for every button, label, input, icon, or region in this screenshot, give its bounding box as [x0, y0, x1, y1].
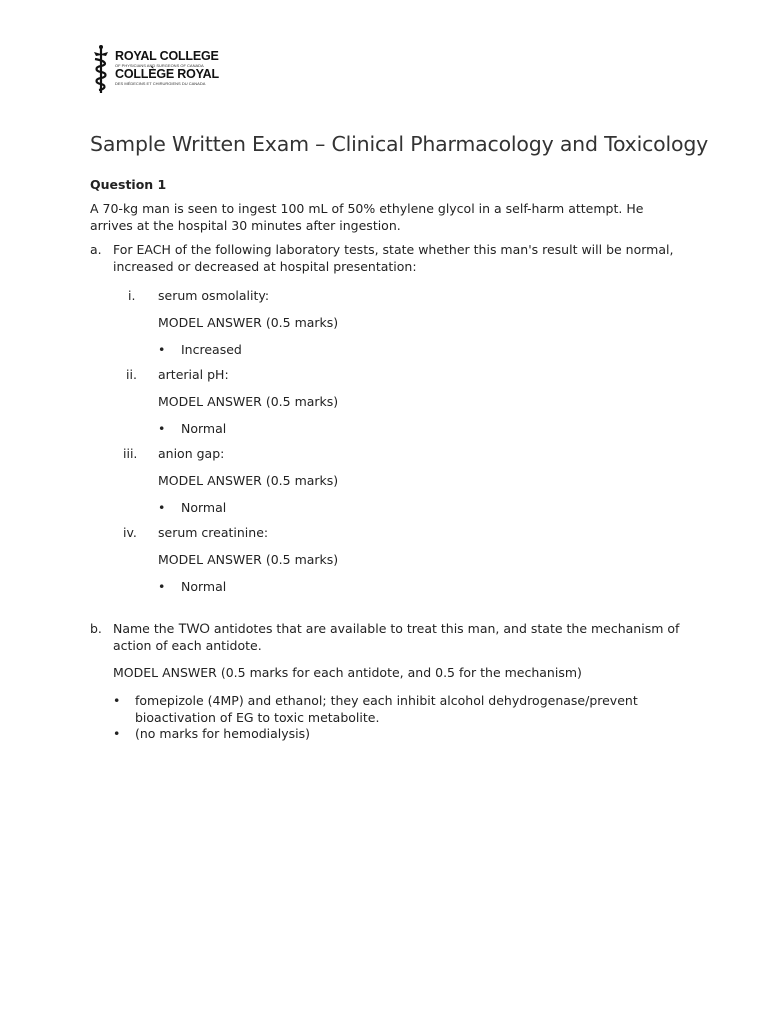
part-a-marker: a. [90, 242, 102, 257]
part-b-emphasis: TWO [178, 621, 210, 636]
caduceus-logo-icon [91, 44, 111, 94]
answer-text: Increased [181, 342, 242, 357]
item-label: arterial pH: [158, 367, 229, 382]
bullet-icon [158, 578, 165, 595]
royal-college-logo [91, 44, 219, 94]
part-b-text-before: Name the [113, 621, 179, 636]
part-a-text: For EACH of the following laboratory tests, state whether this man's result will be normal, increased or decreased at hospital presentation: [113, 242, 674, 274]
item-label: serum creatinine: [158, 525, 269, 540]
part-b-text [113, 620, 688, 654]
model-answer-heading: MODEL ANSWER (0.5 marks) [158, 394, 339, 409]
bullet-icon [158, 420, 165, 437]
item-numeral: i. [128, 288, 136, 303]
answer-text: Normal [181, 421, 227, 436]
question-heading: Question 1 [90, 177, 167, 192]
model-answer-heading: MODEL ANSWER (0.5 marks) [158, 552, 339, 567]
logo-subtext-english: OF PHYSICIANS AND SURGEONS OF CANADA [115, 63, 204, 68]
model-answer-heading: MODEL ANSWER (0.5 marks) [158, 473, 339, 488]
bullet-icon [158, 341, 165, 358]
item-numeral: iv. [123, 525, 137, 540]
answer-text: fomepizole (4MP) and ethanol; they each inhibit alcohol dehydrogenase/prevent bioactivation of EG to toxic metabolite. [135, 693, 638, 725]
part-b-text-after: antidotes that are available to treat this man, and state the mechanism of action of each antidote. [113, 621, 680, 653]
bullet-icon [113, 692, 120, 709]
item-numeral: iii. [123, 446, 138, 461]
bullet-icon [113, 725, 120, 742]
part-b-marker: b. [90, 621, 102, 636]
logo-subtext-french: DES MÉDECINS ET CHIRURGIENS DU CANADA [115, 81, 206, 86]
model-answer-heading: MODEL ANSWER (0.5 marks for each antidote, and 0.5 for the mechanism) [113, 665, 582, 680]
logo-text-english: ROYAL COLLEGE [115, 49, 219, 63]
item-label: serum osmolality: [158, 288, 270, 303]
answer-text: Normal [181, 500, 227, 515]
answer-text: (no marks for hemodialysis) [135, 726, 311, 741]
bullet-icon [158, 499, 165, 516]
answer-text: Normal [181, 579, 227, 594]
item-label: anion gap: [158, 446, 225, 461]
item-numeral: ii. [126, 367, 137, 382]
page-title: Sample Written Exam – Clinical Pharmacology and Toxicology [90, 132, 709, 156]
model-answer-heading: MODEL ANSWER (0.5 marks) [158, 315, 339, 330]
question-stem: A 70-kg man is seen to ingest 100 mL of 50% ethylene glycol in a self-harm attempt. He arrives at the hospital 30 minutes after ingestion. [90, 201, 644, 233]
logo-text-french: COLLÈGE ROYAL [115, 67, 219, 81]
